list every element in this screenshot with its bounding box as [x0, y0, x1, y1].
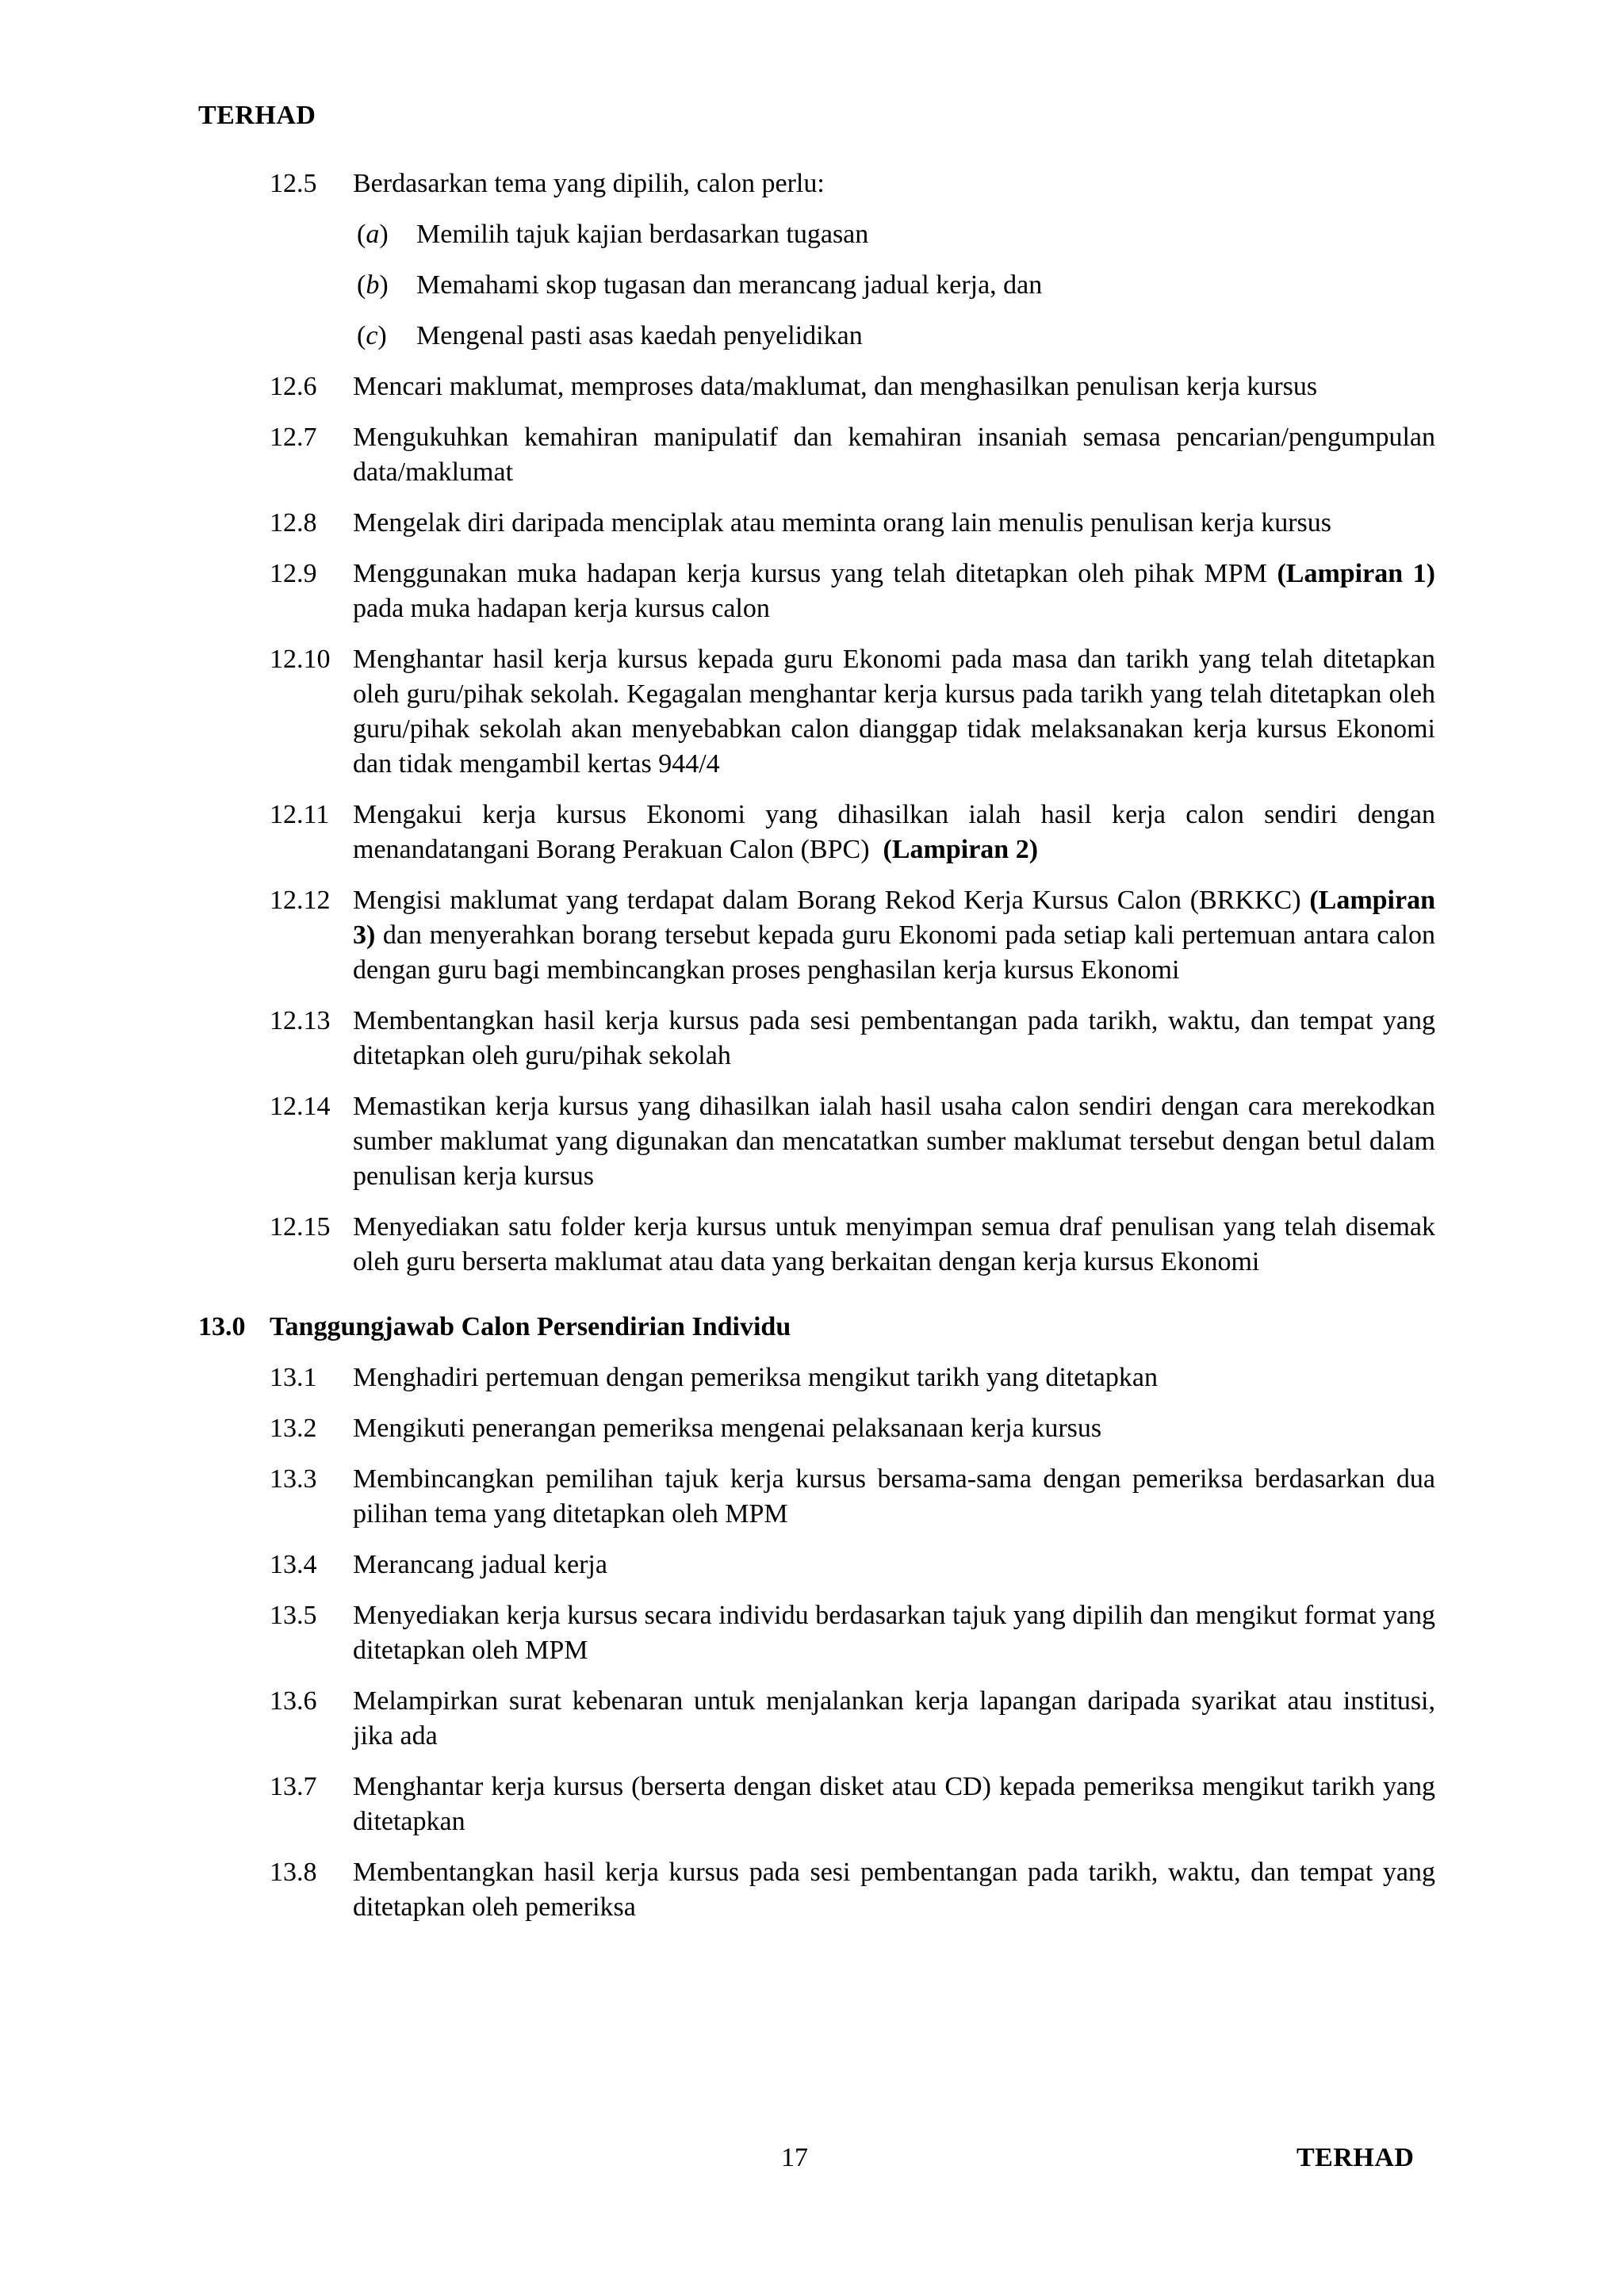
list-item-13-5: [198, 1598, 1435, 1668]
list-item-12-5: [198, 166, 1435, 201]
item-text: Mengikuti penerangan pemeriksa mengenai pelaksanaan kerja kursus: [353, 1414, 1102, 1443]
list-item-13-3: [198, 1462, 1435, 1532]
list-item-12-12: [198, 883, 1435, 988]
list-item-12-13: [198, 1004, 1435, 1073]
item-text: Menghantar hasil kerja kursus kepada guru Ekonomi pada masa dan tarikh yang telah ditetapkan oleh guru/pihak sekolah. Kegagalan menghantar kerja kursus pada tarikh yang telah ditetapkan oleh guru/pihak sekolah akan menyebabkan calon dianggap tidak melaksanakan kerja kursus Ekonomi dan tidak mengambil kertas 944/4: [353, 645, 1435, 779]
list-item-12-11: [198, 798, 1442, 867]
section-number: 13.0: [198, 1312, 246, 1341]
classification-header: TERHAD: [198, 101, 316, 130]
appendix-reference: (Lampiran 2): [883, 835, 1039, 864]
sub-item-label: (a): [357, 220, 389, 249]
item-number: 12.11: [270, 800, 330, 829]
item-number: 12.13: [270, 1006, 331, 1035]
item-number: 12.8: [270, 508, 317, 538]
item-number: 13.5: [270, 1601, 317, 1630]
item-number: 12.14: [270, 1092, 331, 1121]
list-item-12-15: [198, 1210, 1435, 1280]
item-number: 13.7: [270, 1772, 317, 1801]
item-number: 13.6: [270, 1686, 317, 1716]
list-item-12-6: [198, 369, 1435, 404]
item-text: Menyediakan kerja kursus secara individu berdasarkan tajuk yang dipilih dan mengikut format yang ditetapkan oleh MPM: [353, 1601, 1435, 1665]
item-number: 13.1: [270, 1363, 317, 1392]
classification-footer: TERHAD: [1297, 2143, 1415, 2172]
section-title: Tanggungjawab Calon Persendirian Individu: [270, 1312, 791, 1341]
item-number: 12.15: [270, 1212, 331, 1242]
item-number: 13.3: [270, 1464, 317, 1494]
sub-item-label: (c): [357, 321, 387, 350]
item-text: Berdasarkan tema yang dipilih, calon perlu:: [353, 169, 825, 198]
item-text: Membincangkan pemilihan tajuk kerja kursus bersama-sama dengan pemeriksa berdasarkan dua pilihan tema yang ditetapkan oleh MPM: [353, 1464, 1435, 1529]
sub-item-label: (b): [357, 270, 389, 300]
sub-item-b: [198, 268, 1435, 303]
item-text: Menyediakan satu folder kerja kursus untuk menyimpan semua draf penulisan yang telah disemak oleh guru berserta maklumat atau data yang berkaitan dengan kerja kursus Ekonomi: [353, 1212, 1435, 1276]
item-number: 13.8: [270, 1858, 317, 1887]
item-text: Mengelak diri daripada menciplak atau meminta orang lain menulis penulisan kerja kursus: [353, 508, 1332, 538]
sub-item-text: Mengenal pasti asas kaedah penyelidikan: [416, 321, 863, 350]
section-heading-13: [198, 1310, 1435, 1345]
list-item-13-6: [198, 1684, 1435, 1754]
list-item-12-10: [198, 642, 1435, 782]
item-number: 12.12: [270, 886, 331, 915]
item-number: 12.9: [270, 559, 317, 588]
item-text: Mencari maklumat, memproses data/maklumat, dan menghasilkan penulisan kerja kursus: [353, 372, 1318, 401]
item-number: 12.6: [270, 372, 317, 401]
item-number: 13.2: [270, 1414, 317, 1443]
document-body: [198, 166, 1442, 1941]
list-item-13-1: [198, 1360, 1435, 1395]
sub-item-text: Memilih tajuk kajian berdasarkan tugasan: [416, 220, 869, 249]
item-text: Mengukuhkan kemahiran manipulatif dan kemahiran insaniah semasa pencarian/pengumpulan data/maklumat: [353, 423, 1435, 487]
item-number: 13.4: [270, 1550, 317, 1579]
item-text: Membentangkan hasil kerja kursus pada sesi pembentangan pada tarikh, waktu, dan tempat yang ditetapkan oleh pemeriksa: [353, 1858, 1435, 1922]
item-text: Mengakui kerja kursus Ekonomi yang dihasilkan ialah hasil kerja calon sendiri dengan menandatangani Borang Perakuan Calon (BPC) (Lampiran 2): [353, 800, 1442, 864]
item-text: Membentangkan hasil kerja kursus pada sesi pembentangan pada tarikh, waktu, dan tempat yang ditetapkan oleh guru/pihak sekolah: [353, 1006, 1435, 1070]
list-item-12-9: [198, 557, 1435, 626]
item-text: Memastikan kerja kursus yang dihasilkan ialah hasil usaha calon sendiri dengan cara merekodkan sumber maklumat yang digunakan dan mencatatkan sumber maklumat tersebut dengan betul dalam penulisan kerja kursus: [353, 1092, 1435, 1191]
list-item-12-8: [198, 506, 1435, 541]
appendix-reference: (Lampiran 3): [353, 886, 1435, 950]
item-text: Mengisi maklumat yang terdapat dalam Borang Rekod Kerja Kursus Calon (BRKKC) (Lampiran 3) dan menyerahkan borang tersebut kepada guru Ekonomi pada setiap kali pertemuan antara calon dengan guru bagi membincangkan proses penghasilan kerja kursus Ekonomi: [353, 886, 1435, 985]
item-text: Merancang jadual kerja: [353, 1550, 607, 1579]
item-text: Menghadiri pertemuan dengan pemeriksa mengikut tarikh yang ditetapkan: [353, 1363, 1158, 1392]
appendix-reference: (Lampiran 1): [1277, 559, 1435, 588]
list-item-13-4: [198, 1548, 1435, 1582]
item-number: 12.10: [270, 645, 331, 674]
item-number: 12.7: [270, 423, 317, 452]
sub-item-c: [198, 319, 1435, 354]
list-item-13-2: [198, 1411, 1435, 1446]
list-item-12-14: [198, 1089, 1435, 1194]
page-number: 17: [781, 2143, 808, 2172]
list-item-13-8: [198, 1855, 1435, 1925]
item-text: Menghantar kerja kursus (berserta dengan disket atau CD) kepada pemeriksa mengikut tarikh yang ditetapkan: [353, 1772, 1435, 1836]
list-item-13-7: [198, 1770, 1435, 1839]
item-text: Melampirkan surat kebenaran untuk menjalankan kerja lapangan daripada syarikat atau institusi, jika ada: [353, 1686, 1435, 1751]
list-item-12-7: [198, 420, 1435, 490]
sub-item-text: Memahami skop tugasan dan merancang jadual kerja, dan: [416, 270, 1043, 300]
item-number: 12.5: [270, 169, 317, 198]
sub-item-a: [198, 217, 1435, 252]
item-text: Menggunakan muka hadapan kerja kursus yang telah ditetapkan oleh pihak MPM (Lampiran 1) pada muka hadapan kerja kursus calon: [353, 559, 1435, 623]
